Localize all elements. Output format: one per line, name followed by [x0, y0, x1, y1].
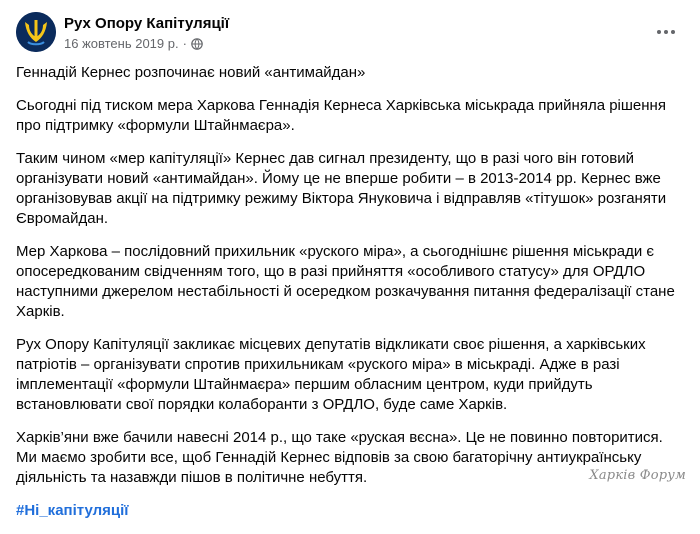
avatar[interactable] — [16, 12, 56, 52]
hashtag-line — [16, 501, 684, 521]
post-paragraph: Таким чином «мер капітуляції» Кернес дав сигнал президенту, що в разі чого він готовий організувати новий «антимайдан». Йому це не вперше робити – в 2013-2014 рр. Кернес вже організовував акції на підтримку режиму Віктора Януковича і відправляв «тітушок» розганяти Євромайдан. — [16, 150, 667, 227]
page-name-link[interactable]: Рух Опору Капітуляції — [64, 15, 230, 32]
watermark: Харків Форум — [589, 468, 686, 483]
trident-emblem-icon — [16, 12, 56, 52]
post-paragraph: Рух Опору Капітуляції закликає місцевих депутатів відкликати своє рішення, а харківських патріотів – організувати спротив прихильникам «руского міра» в міськраді. Адже в разі імплементації «формули Штайнмаєра» першим обласним центром, куди прийдуть встановлювати свої порядки колаборанти з ОРДЛО, буде саме Харків. — [16, 336, 646, 413]
post-paragraph: Харків’яни вже бачили навесні 2014 р., що таке «руская вєсна». Це не повинно повторитися. Ми маємо зробити все, щоб Геннадій Кернес відповів за свою багаторічну антиукраїнську діяльність та назавжди пішов в політичне небуття. — [16, 429, 663, 486]
more-options-icon — [657, 30, 661, 34]
hashtag-link[interactable]: #Ні_капітуляції — [16, 502, 129, 519]
more-options-button[interactable] — [652, 18, 680, 46]
post-body — [16, 63, 684, 534]
more-options-dot — [664, 30, 668, 34]
more-options-dot — [671, 30, 675, 34]
post-meta — [64, 36, 203, 52]
post-headline: Геннадій Кернес розпочинає новий «антимайдан» — [16, 64, 366, 81]
post-paragraph: Мер Харкова – послідовний прихильник «руского міра», а сьогоднішнє рішення міськради є опосередкованим свідченням того, що в разі прийняття «особливого статусу» для ОРДЛО наступними джерелом нестабільності й осередком розкачування питання федералізації стане Харків. — [16, 243, 675, 320]
post-paragraph: Сьогодні під тиском мера Харкова Геннадія Кернеса Харківська міськрада прийняла рішення про підтримку «формули Штайнмаєра». — [16, 97, 666, 134]
globe-icon — [191, 38, 203, 50]
meta-separator: · — [182, 36, 187, 51]
post-header — [16, 12, 684, 56]
post-timestamp[interactable]: 16 жовтень 2019 р. — [64, 36, 179, 51]
